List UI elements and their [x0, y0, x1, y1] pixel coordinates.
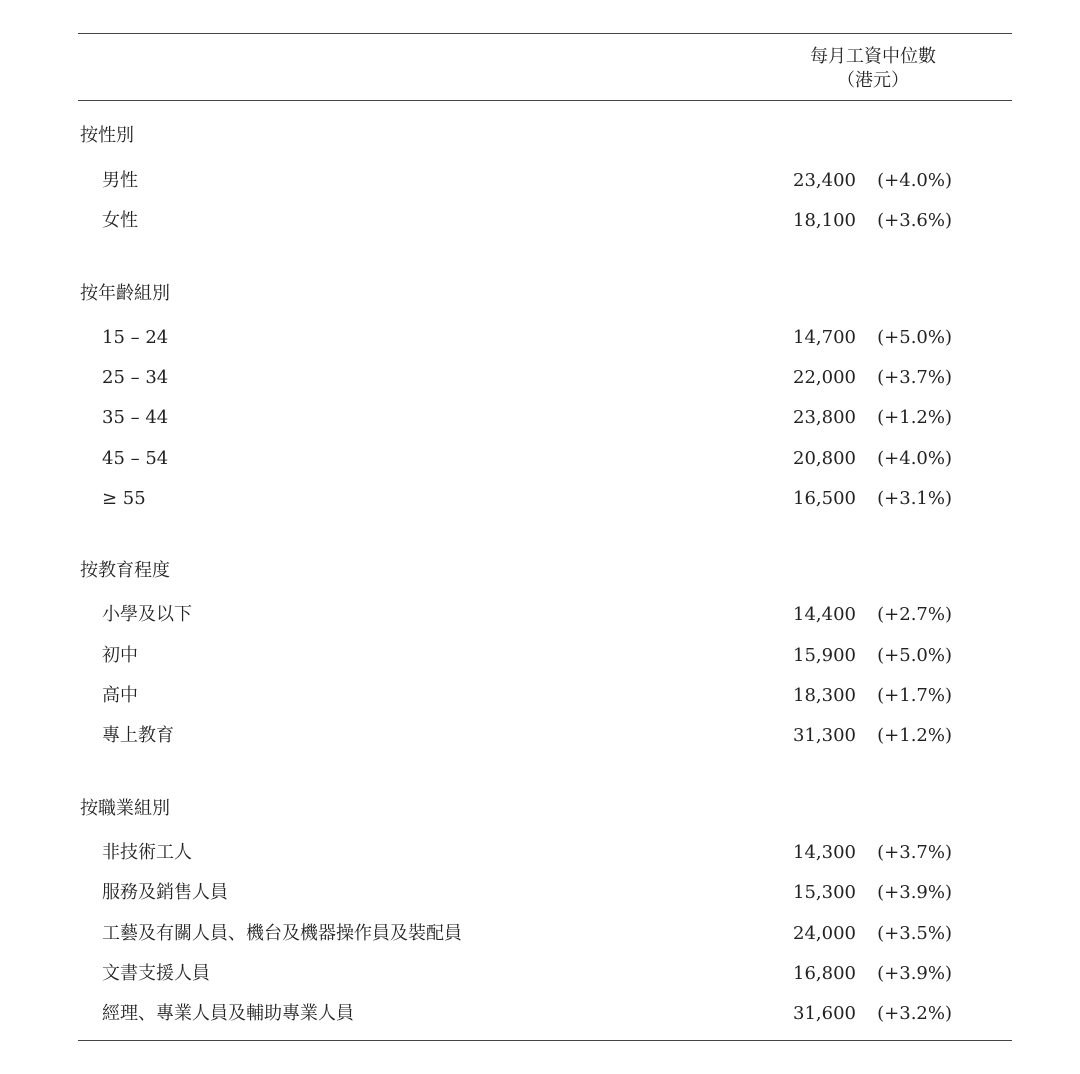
- table-body: [78, 101, 1012, 1040]
- row-value: 14,400: [793, 604, 856, 625]
- table-row: [78, 881, 1012, 905]
- row-value: 23,800: [793, 407, 856, 428]
- table-row: [78, 447, 1012, 471]
- row-change: (+3.1%): [877, 488, 952, 509]
- table-row: [78, 406, 1012, 430]
- row-label: 高中: [102, 685, 138, 706]
- row-value: 31,600: [793, 1003, 856, 1024]
- row-label: 男性: [102, 170, 138, 191]
- row-change: (+1.2%): [877, 407, 952, 428]
- table-row: [78, 644, 1012, 668]
- row-change: (+5.0%): [877, 327, 952, 348]
- row-value: 14,300: [793, 842, 856, 863]
- bottom-rule: [78, 1040, 1012, 1041]
- row-label: 經理、專業人員及輔助專業人員: [102, 1003, 354, 1024]
- wage-table: [78, 33, 1012, 1041]
- row-change: (+3.2%): [877, 1003, 952, 1024]
- table-row: [78, 962, 1012, 986]
- row-value: 15,900: [793, 645, 856, 666]
- row-value: 18,100: [793, 210, 856, 231]
- row-label: 25 – 34: [102, 367, 169, 388]
- section-title-age: 按年齡組別: [80, 283, 170, 304]
- row-label: 15 – 24: [102, 327, 169, 348]
- table-row: [78, 169, 1012, 193]
- table-row: [78, 487, 1012, 511]
- row-change: (+1.7%): [877, 685, 952, 706]
- section-title-occupation: 按職業組別: [80, 798, 170, 819]
- row-change: (+4.0%): [877, 448, 952, 469]
- row-label: 初中: [102, 645, 138, 666]
- row-value: 18,300: [793, 685, 856, 706]
- row-change: (+1.2%): [877, 725, 952, 746]
- row-change: (+3.5%): [877, 923, 952, 944]
- column-header-median-wage: [758, 45, 988, 93]
- row-label: 女性: [102, 210, 138, 231]
- row-label: 非技術工人: [102, 842, 192, 863]
- table-row: [78, 684, 1012, 708]
- table-row: [78, 1002, 1012, 1026]
- row-value: 15,300: [793, 882, 856, 903]
- section-title-gender: 按性別: [80, 125, 134, 146]
- table-row: [78, 841, 1012, 865]
- table-header: [78, 34, 1012, 100]
- row-label: 服務及銷售人員: [102, 882, 228, 903]
- row-change: (+3.6%): [877, 210, 952, 231]
- table-row: [78, 366, 1012, 390]
- row-value: 31,300: [793, 725, 856, 746]
- row-label: 小學及以下: [102, 604, 192, 625]
- row-value: 24,000: [793, 923, 856, 944]
- table-row: [78, 922, 1012, 946]
- row-label: 35 – 44: [102, 407, 169, 428]
- row-change: (+5.0%): [877, 645, 952, 666]
- row-change: (+3.7%): [877, 367, 952, 388]
- row-value: 14,700: [793, 327, 856, 348]
- row-label: 專上教育: [102, 725, 174, 746]
- table-row: [78, 603, 1012, 627]
- table-row: [78, 209, 1012, 233]
- row-label: ≥ 55: [102, 488, 146, 509]
- row-change: (+3.9%): [877, 882, 952, 903]
- row-change: (+3.9%): [877, 963, 952, 984]
- row-value: 23,400: [793, 170, 856, 191]
- section-title-education: 按教育程度: [80, 560, 170, 581]
- column-header-line1: 每月工資中位數: [810, 46, 936, 67]
- row-change: (+3.7%): [877, 842, 952, 863]
- row-label: 文書支援人員: [102, 963, 210, 984]
- row-change: (+4.0%): [877, 170, 952, 191]
- row-label: 工藝及有關人員、機台及機器操作員及裝配員: [102, 923, 462, 944]
- row-label: 45 – 54: [102, 448, 169, 469]
- row-value: 20,800: [793, 448, 856, 469]
- table-row: [78, 724, 1012, 748]
- row-value: 16,800: [793, 963, 856, 984]
- table-row: [78, 326, 1012, 350]
- row-value: 22,000: [793, 367, 856, 388]
- row-value: 16,500: [793, 488, 856, 509]
- column-header-line2: （港元）: [837, 70, 909, 91]
- row-change: (+2.7%): [877, 604, 952, 625]
